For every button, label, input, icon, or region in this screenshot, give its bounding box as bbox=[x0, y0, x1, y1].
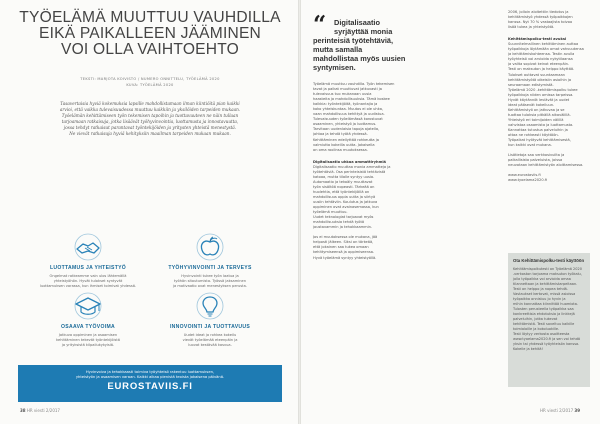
body-text-line: Automaatio ja tekoäly muuttavat bbox=[313, 179, 373, 184]
right-page-folio bbox=[540, 408, 580, 413]
body-text-line: työyhteisö voi arvioida nykytilaansa bbox=[508, 57, 573, 62]
info-box-line: www.tyoelama2020.fi ja sen voi tehdä bbox=[513, 337, 581, 341]
paragraph-gap bbox=[508, 30, 590, 35]
body-text-line: seuraamaan edistymistä. bbox=[508, 82, 554, 87]
body-column-1 bbox=[313, 82, 405, 261]
info-box-line: Tulosten perusteella työpaikka saa bbox=[513, 307, 574, 311]
feature-skilled-workforce bbox=[28, 291, 148, 349]
body-text-line: Tulevaisuuden työelämässä korostuvat bbox=[313, 117, 383, 122]
body-text-line: huolehtia, että työntekijöillä on bbox=[313, 189, 370, 194]
body-text-line: tavat ja paikat muuttuvat jatkuvasti ja bbox=[313, 87, 382, 92]
feature-title: TYÖHYVINVOINTI JA TERVEYS bbox=[168, 265, 252, 271]
body-text-line: Lisätietoja saa verkkosivuilta ja bbox=[508, 153, 565, 158]
feature-title: OSAAVA TYÖVOIMA bbox=[61, 324, 115, 330]
info-box-line: yksin tai yhdessä työyhteisön kanssa. bbox=[513, 342, 580, 346]
body-text-line: haasteita ja mahdollisuuksia. Tämä koskee bbox=[313, 97, 390, 102]
body-text-line: Tulokset auttavat suuntaamaan bbox=[508, 72, 565, 77]
feature-line: Ongelmat ratkeamme vain ulos lähtemällä bbox=[49, 274, 127, 278]
body-text-line: www.tyoelama2020.fi bbox=[508, 178, 548, 183]
body-text-line: valmiutta kokeilla uutta. Jokaisella bbox=[313, 142, 375, 147]
info-box-line: Testi on helppo ja nopea tehdä. bbox=[513, 287, 568, 291]
lead-line: jossa tehdyt ratkaisut parantavat työntekijöiden ja yritysten yhteistä menestystä. bbox=[63, 125, 237, 130]
info-box-line: mihin kannattaa kiinnittää huomiota. bbox=[513, 302, 578, 306]
body-text-line: Kehittäminen edellyttää rohkeutta ja bbox=[313, 137, 379, 142]
left-page-folio bbox=[20, 408, 60, 413]
body-text-line: Jos ei muutoksessa ole mukana, jää bbox=[313, 235, 378, 240]
quote-line: syrjäyttää monia bbox=[334, 27, 393, 36]
body-text-line: Työelämä 2020 -kehittämispolku tukee bbox=[508, 87, 578, 92]
article-credits bbox=[24, 76, 276, 88]
magazine-issue: HR viesti 2/2017 bbox=[26, 408, 60, 413]
body-text-line: kehittämistyö yhdessä työpaikkojen bbox=[508, 15, 573, 20]
info-box-line: konkreettisia ehdotuksia ja linkkejä bbox=[513, 312, 575, 316]
body-text-line: mahdollisuuksia tehdä työtä bbox=[313, 220, 365, 225]
body-text-line: johtaa ja tehdä työtä yhdessä. bbox=[313, 132, 368, 137]
info-box-line: Kehittämispolkutesti on Työelämä 2020 bbox=[513, 267, 582, 271]
banner-text-line: yhteistyön ja osaamisen varaan. Kaikki alkaa pienistä teoista jokaisena päivänä. bbox=[75, 375, 225, 379]
info-box-line: jolla työpaikka voi arvioida omaa bbox=[513, 277, 571, 281]
body-text-line: työn sisältöä nopeasti. Tärkeää on bbox=[313, 184, 375, 189]
apple-icon bbox=[190, 232, 230, 262]
feature-body bbox=[150, 333, 270, 349]
info-box-line: Vastaukset kertovat, missä asioissa bbox=[513, 292, 576, 296]
body-text-line: työpaikkoja löytämään omat vahvuutensa bbox=[508, 47, 584, 52]
feature-line: Jatkuva oppiminen ja osaamisen bbox=[58, 333, 118, 337]
lead-line: tarjoamaan ratkaisuja, jotka lisäävät työhyvinvointia, luottamusta ja innostavuutta, bbox=[61, 119, 239, 124]
feature-line: luovat kestävää kasvua. bbox=[188, 343, 232, 348]
body-text-line: paikallisista palveluista, joissa bbox=[508, 158, 563, 163]
body-text-line: Kehittämistyö on jatkuvaa ja se bbox=[508, 107, 565, 112]
promo-banner[interactable] bbox=[18, 365, 282, 402]
body-text-line: kehittymiseensä ja oppimiseensa. bbox=[313, 250, 375, 255]
body-text-line: ideat pääsevät kokeiluun. bbox=[508, 102, 555, 107]
body-text-line: Tarvitaan uudenlaisia tapoja ajatella, bbox=[313, 127, 380, 132]
quote-mark-icon: “ bbox=[313, 11, 327, 38]
feature-line: ja yrityksistä kilpailukykyisiä. bbox=[61, 343, 115, 348]
quote-line: Digitalisaatio bbox=[334, 18, 380, 27]
graduation-cap-icon bbox=[68, 291, 108, 321]
banner-url-link[interactable]: EUROSTAVIIS.FI bbox=[107, 381, 193, 392]
body-text-line: kaikkia: työntekijöitä, työnantajia ja bbox=[313, 102, 378, 107]
subheading: Kehittämispolku-testi avuksi bbox=[508, 37, 567, 42]
body-text-line: oppiminen ovat avainasemassa, kun bbox=[313, 205, 379, 210]
info-box-line: Kokeile ja kehitä! bbox=[513, 347, 543, 351]
body-text-line: www.eurostaviis.fi bbox=[508, 173, 541, 178]
body-text-line: kun kaikki ovat mukana. bbox=[508, 143, 552, 148]
body-text-line: ja kehittämiskohteensa. Testin avulla bbox=[508, 52, 575, 57]
body-text-line: ottaa ne rohkeasti käyttöön. bbox=[508, 133, 559, 138]
info-box-line: kehittämistä. Testi soveltuu kaikille bbox=[513, 322, 575, 326]
feature-body bbox=[28, 333, 148, 349]
lead-line: Tasavertaisia hyviä kokemuksia lapsille mahdollistamaan ilman kiintiöitä pian kaikki bbox=[60, 101, 240, 106]
info-box-line: Testi löytyy verkosta osoitteesta bbox=[513, 332, 570, 336]
feature-line: Hyvinvointi tukee työn laatua ja bbox=[181, 274, 239, 278]
info-box-heading: Ota Kehittämispolku-testi käyttöön bbox=[513, 258, 585, 263]
credits-line: TEKSTI: MARJOTA KOIVISTO / NUMERO ONNITTELU, TYÖELÄMÄ 2020 bbox=[80, 77, 220, 81]
handshake-icon bbox=[68, 232, 108, 262]
body-text-line: mahdollisuus oppia uutta ja siirtyä bbox=[313, 194, 376, 199]
body-text-line: neuvotaan kehittämistyön aloittamisessa. bbox=[508, 163, 584, 168]
body-text-line: työtehtäviä. Osa perinteisistä tehtävistä bbox=[313, 169, 386, 174]
body-text-line: 2006, jolloin aloitettiin tiedotus ja bbox=[508, 10, 569, 14]
feature-line: Uudet ideat ja rohkea kokeilu bbox=[183, 333, 237, 337]
body-text-line: osaaminen, yhteistyö ja luottamus. bbox=[313, 122, 377, 127]
quote-line: mahdollistaa myös uusien bbox=[313, 54, 406, 63]
title-line: EIKÄ PAIKALLEEN JÄÄMINEN bbox=[38, 25, 262, 42]
body-text-line: Hyvät käytännöt leviävät ja uudet bbox=[508, 97, 570, 102]
feature-wellbeing bbox=[150, 232, 270, 290]
feature-title: LUOTTAMUS JA YHTEISTYÖ bbox=[49, 265, 127, 271]
feature-body bbox=[150, 274, 270, 290]
body-text-line: tuottaa tuloksia pitkällä aikavälillä. bbox=[508, 112, 571, 117]
feature-line: luottamuksen varassa, kun ihmiset toimivat yhdessä. bbox=[39, 284, 137, 289]
body-text-line: lisää tukea ja yhteistyötä. bbox=[508, 25, 555, 30]
title-line: VOI OLLA VAIHTOEHTO bbox=[61, 41, 239, 58]
body-text-line: on oma roolinsa muutoksessa. bbox=[313, 147, 368, 152]
lead-line: arvioi, että vaikka tulevaisuudessa muuttuu kaikkiin ja yksilöiden tarpeiden mukaan. bbox=[59, 107, 241, 112]
lead-line: Ne vievät ratkaisuja hyviä kehityksiin maailman tarpeiden mukaan mukaan. bbox=[69, 131, 231, 136]
info-box-line: toimialoille ja kokoluokille. bbox=[513, 327, 560, 331]
pull-quote bbox=[313, 11, 418, 72]
paragraph-gap bbox=[313, 153, 405, 158]
feature-line: yhteistyöhön. Hyvät tulokset syntyvät bbox=[53, 279, 123, 284]
body-text-line: Digitalisaatio muuttaa monia ammatteja ja bbox=[313, 164, 391, 169]
subheading: Digitalisaatio uhkaa ammattiryhmiä bbox=[313, 159, 386, 164]
feature-title: INNOVOINTI JA TUOTTAVUUS bbox=[169, 324, 251, 330]
page-number: 38 bbox=[20, 408, 26, 413]
feature-innovation bbox=[150, 291, 270, 349]
body-text-line: Testi on maksuton ja helppo käyttää. bbox=[508, 67, 575, 72]
body-text-line: Hyvä työelämä syntyy yhteistyöllä. bbox=[313, 255, 377, 260]
info-box-line: työpaikka onnistuu jo hyvin ja bbox=[513, 297, 566, 301]
magazine-issue: HR viesti 2/2017 bbox=[540, 408, 574, 413]
body-text-line: työpaikkoja niiden omissa tarpeissa. bbox=[508, 92, 574, 97]
feature-line: kehittäminen tekevät työntekijöistä bbox=[56, 338, 120, 343]
body-text-line: vaan mahdollisuus kehittyä ja uudistua. bbox=[313, 112, 385, 117]
credits-line: KUVA: TYÖELÄMÄ 2020 bbox=[126, 83, 174, 87]
info-box-line: -verkoston tarjoama maksuton työkalu, bbox=[513, 272, 582, 276]
body-text-line: kehittämistyötä oikeisiin asioihin ja bbox=[508, 77, 572, 82]
feature-trust bbox=[28, 232, 148, 290]
page-number: 39 bbox=[574, 408, 580, 413]
body-text-line: Suunnitelmallinen kehittäminen auttaa bbox=[508, 42, 579, 47]
feature-line: vievät työelämää eteenpäin ja bbox=[182, 338, 238, 343]
body-text-line: Uudet teknologiat tarjoavat myös bbox=[313, 215, 374, 220]
body-text-line: ja valita sopivat keinot eteenpäin. bbox=[508, 62, 570, 67]
lead-line: Työelämän kehittämiseen työn tekemisen tapoihin ja tuottavuuteen ne näin tullaan bbox=[61, 113, 239, 118]
info-box-line: tilannettaan ja kehittämistarpeitaan. bbox=[513, 282, 578, 286]
body-text-line: katoaa, mutta tilalle syntyy uusia. bbox=[313, 174, 375, 179]
quote-line: perinteisiä työtehtäviä, bbox=[313, 36, 394, 45]
feature-line: työhön sitoutumista. Työssä jaksaminen bbox=[173, 279, 246, 284]
body-text-line: koko yhteiskuntaa. Muutos ei ole uhka, bbox=[313, 107, 384, 112]
info-box-line: palveluihin, jotka tukevat bbox=[513, 317, 558, 321]
title-line: TYÖELÄMÄ MUUTTUU VAUHDILLA bbox=[19, 9, 281, 26]
body-text-line: Yhteistyö eri toimijoiden välillä bbox=[508, 117, 564, 122]
left-page bbox=[0, 0, 299, 424]
body-text-line: tulevaisuus tuo mukanaan uusia bbox=[313, 92, 372, 97]
lead-paragraph bbox=[28, 101, 272, 137]
body-text-line: uusiin tehtäviin. Koulutus ja jatkuva bbox=[313, 200, 378, 205]
body-text-line: että jokainen saa tukea omaan bbox=[313, 245, 369, 250]
body-text-line: helposti jälkeen. Siksi on tärkeää, bbox=[313, 240, 374, 245]
body-text-line: Työpaikat hyötyvät kehittämisestä, bbox=[508, 138, 571, 143]
banner-text-line: Hyvinvoiva ja tehokkaasti toimiva työyhteisö rakentuu luottamuksen, bbox=[85, 370, 215, 374]
body-text-line: Kannattaa tutustua palveluihin ja bbox=[508, 128, 568, 133]
body-text-line: Työelämä muuttuu vauhdilla. Työn tekemisen bbox=[313, 82, 395, 86]
body-column-2 bbox=[508, 10, 590, 183]
article-title bbox=[14, 10, 286, 58]
body-text-line: työelämä muuttuu. bbox=[313, 210, 348, 215]
body-text-line: kanssa. Nyt 70 % vastaajista toivoo bbox=[508, 20, 573, 25]
feature-body bbox=[28, 274, 148, 290]
info-box bbox=[508, 253, 590, 387]
body-text-line: vahvistaa osaamista ja luottamusta. bbox=[508, 122, 574, 127]
feature-line: ja motivaatio ovat menestyksen perusta. bbox=[173, 284, 247, 289]
right-page bbox=[301, 0, 600, 424]
lightbulb-icon bbox=[190, 291, 230, 321]
quote-line: syntymisen. bbox=[313, 63, 356, 72]
body-text-line: joustavammin ja tehokkaammin. bbox=[313, 225, 373, 230]
quote-line: mutta samalla bbox=[313, 45, 363, 54]
